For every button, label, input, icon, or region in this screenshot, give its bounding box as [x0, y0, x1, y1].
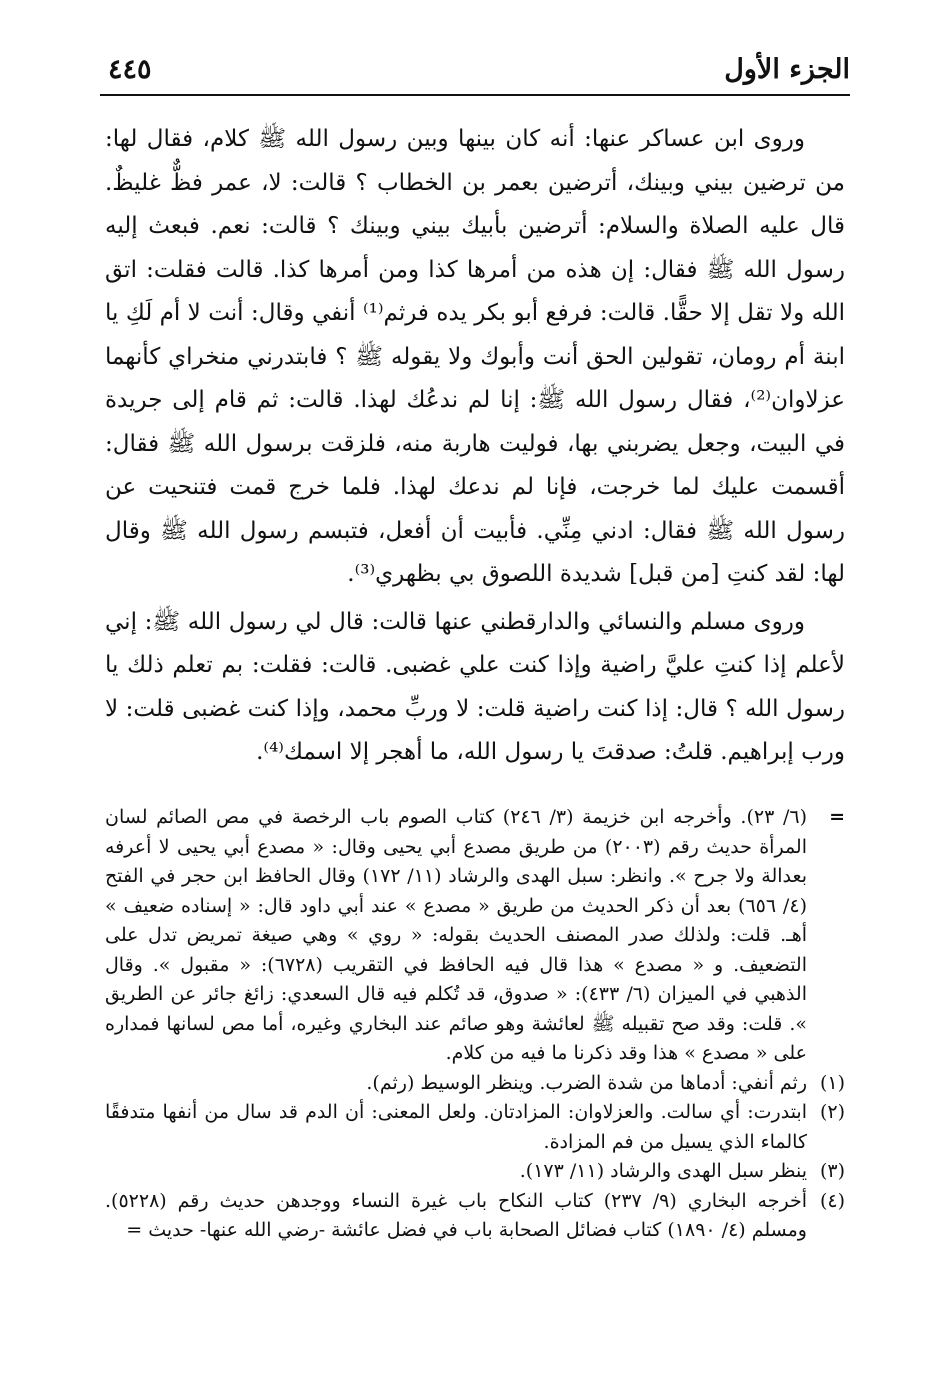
footnote-continuation: [105, 803, 845, 1069]
page-number: ٤٤٥: [108, 54, 152, 85]
header-rule: [100, 94, 850, 96]
footnote-mark: (٤): [819, 1189, 845, 1212]
main-text: [105, 118, 845, 775]
page-header: [100, 52, 850, 96]
footnote-mark: (٢): [819, 1101, 845, 1123]
paragraph: وروى ابن عساكر عنها: أنه كان بينها وبين رسول الله ﷺ كلام، فقال لها: من ترضين بيني وبينك، أترضين بعمر بن الخطاب ؟ قالت: لا، عمر فظٌّ غليظٌ. قال عليه الصلاة والسلام: أترضين بأبيك بيني وبينك ؟ قالت: نعم. فبعث إليه رسول الله ﷺ فقال: إن هذه من أمرها كذا ومن أمرها كذا. قالت فقلت: اتق الله ولا تقل إلا حقًّا. قالت: فرفع أبو بكر يده فرثم⁽¹⁾ أنفي وقال: أنت لا أم لَكِ يا ابنة أم رومان، تقولين الحق أنت وأبوك ولا يقوله ﷺ ؟ فابتدرني منخراي كأنهما عزلاوان⁽²⁾، فقال رسول الله ﷺ: إنا لم ندعُك لهذا. قالت: ثم قام إلى جريدة في البيت، وجعل يضربني بها، فوليت هاربة منه، فلزقت برسول الله ﷺ فقال: أقسمت عليك لما خرجت، فإنا لم ندعك لهذا. فلما خرج قمت فتنحيت عن رسول الله ﷺ فقال: ادني مِنِّي. فأبيت أن أفعل، فتبسم رسول الله ﷺ وقال لها: لقد كنتِ [من قبل] شديدة اللصوق بي بظهري⁽³⁾.: [105, 126, 846, 587]
footnote-3: [105, 1157, 845, 1187]
footnote-1: [105, 1069, 845, 1099]
running-title: الجزء الأول: [724, 54, 850, 85]
footnotes: [105, 803, 845, 1246]
footnote-text: رثم أنفي: أدماها من شدة الضرب. وينظر الوسيط (رثم).: [366, 1071, 807, 1094]
footnote-text: أخرجه البخاري (٩/ ٢٣٧) كتاب النكاح باب غيرة النساء ووجدهن حديث رقم (٥٢٢٨). ومسلم (٤/ ١٨٩٠) كتاب فضائل الصحابة باب في فضل عائشة -رضي الله عنها- حديث =: [105, 1189, 807, 1241]
footnote-text: ينظر سبل الهدى والرشاد (١١/ ١٧٣).: [519, 1160, 807, 1182]
footnote-mark: (١): [819, 1071, 845, 1094]
paragraph: وروى مسلم والنسائي والدارقطني عنها قالت: قال لي رسول الله ﷺ: إني لأعلم إذا كنتِ عليَّ راضية وإذا كنت علي غضبى. قالت: فقلت: بم تعلم ذلك يا رسول الله ؟ قال: إذا كنت راضية قلت: لا وربِّ محمد، وإذا كنت غضبى قلت: لا ورب إبراهيم. قلتُ: صدقتَ يا رسول الله، ما أهجر إلا اسمك⁽⁴⁾.: [105, 608, 845, 765]
continuation-mark: =: [829, 806, 845, 828]
footnote-4: [105, 1187, 845, 1246]
footnote-mark: (٣): [819, 1160, 845, 1182]
footnote-text: ابتدرت: أي سالت. والعزلاوان: المزادتان. ولعل المعنى: أن الدم قد سال من أنفها متدفقًا كالماء الذي يسيل من فم المزادة.: [105, 1101, 807, 1153]
footnote-text: (٦/ ٢٣). وأخرجه ابن خزيمة (٣/ ٢٤٦) كتاب الصوم باب الرخصة في مص الصائم لسان المرأة حديث رقم (٢٠٠٣) من طريق مصدع أبي يحيى وقال: « مصدع أبي يحيى لا أعرفه بعدالة ولا جرح ». وانظر: سبل الهدى والرشاد (١١/ ١٧٢) وقال الحافظ ابن حجر في الفتح (٤/ ٦٥٦) بعد أن ذكر الحديث من طريق « مصدع » عند أبي داود قال: « إسناده ضعيف » أهـ. قلت: ولذلك صدر المصنف الحديث بقوله: « روي » وهي صيغة تمريض تدل على التضعيف. و « مصدع » هذا قال فيه الحافظ في التقريب (٦٧٢٨): « مقبول ». وقال الذهبي في الميزان (٦/ ٤٣٣): « صدوق، قد تُكلم فيه قال السعدي: زائغ جائر عن الطريق ». قلت: وقد صح تقبيله ﷺ لعائشة وهو صائم عند البخاري وغيره، أما مص لسانها فمداره على « مصدع » هذا وقد ذكرنا ما فيه من كلام.: [105, 806, 808, 1064]
footnote-2: [105, 1098, 845, 1157]
